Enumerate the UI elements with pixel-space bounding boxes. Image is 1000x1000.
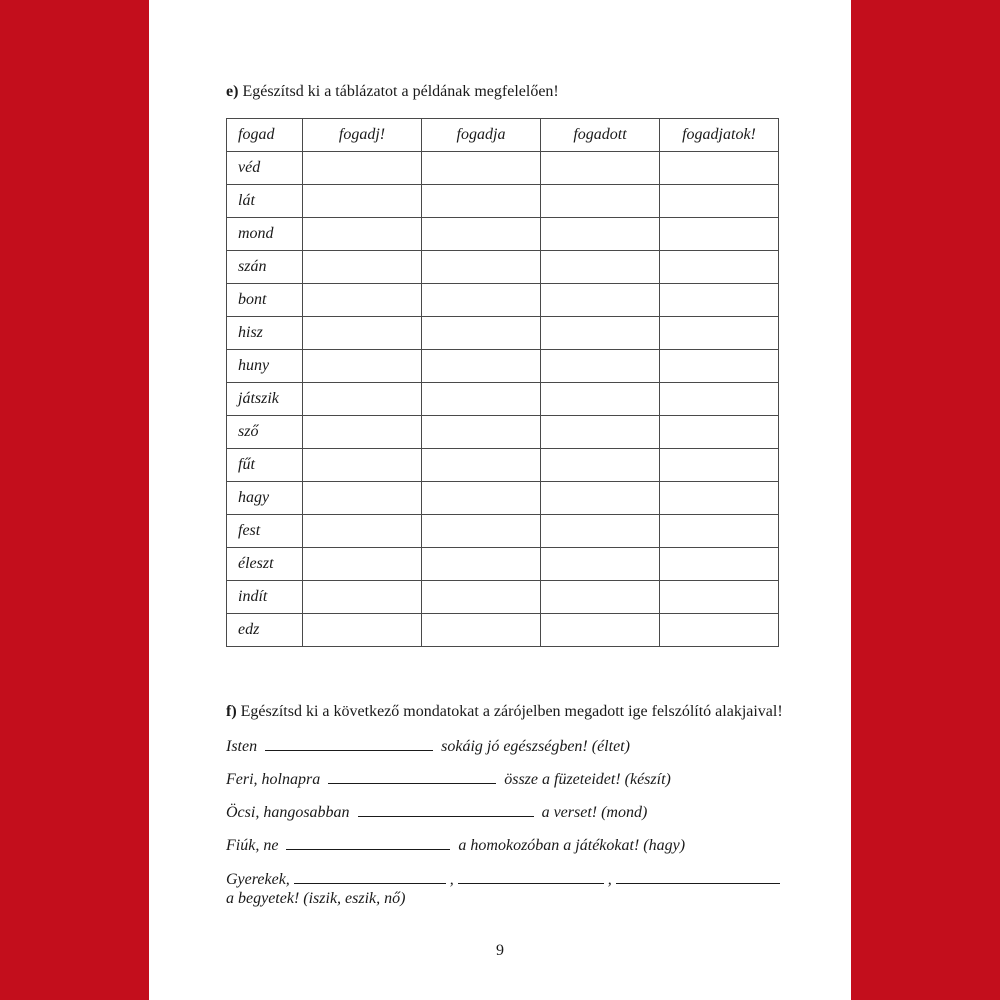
table-row bbox=[227, 614, 779, 647]
answer-cell[interactable] bbox=[660, 284, 779, 317]
table-row bbox=[227, 581, 779, 614]
table-row bbox=[227, 317, 779, 350]
verb-cell: hisz bbox=[227, 317, 303, 350]
answer-cell[interactable] bbox=[660, 515, 779, 548]
answer-cell[interactable] bbox=[422, 152, 541, 185]
task-e-instruction: Egészítsd ki a táblázatot a példának megfelelően! bbox=[242, 83, 559, 100]
header-cell-base: fogad bbox=[227, 119, 303, 152]
answer-cell[interactable] bbox=[660, 449, 779, 482]
verb-cell: éleszt bbox=[227, 548, 303, 581]
answer-cell[interactable] bbox=[541, 152, 660, 185]
answer-cell[interactable] bbox=[541, 416, 660, 449]
header-cell-definite: fogadja bbox=[422, 119, 541, 152]
answer-cell[interactable] bbox=[303, 317, 422, 350]
sentence-3 bbox=[226, 802, 647, 823]
answer-blank-5c[interactable] bbox=[616, 869, 780, 884]
answer-cell[interactable] bbox=[422, 218, 541, 251]
answer-cell[interactable] bbox=[660, 548, 779, 581]
verb-cell: bont bbox=[227, 284, 303, 317]
sentence-5-start: Gyerekek, bbox=[226, 871, 290, 888]
answer-cell[interactable] bbox=[660, 482, 779, 515]
answer-cell[interactable] bbox=[422, 515, 541, 548]
answer-cell[interactable] bbox=[422, 350, 541, 383]
sentence-5-comma-1: , bbox=[449, 871, 454, 888]
answer-cell[interactable] bbox=[422, 185, 541, 218]
answer-cell[interactable] bbox=[660, 416, 779, 449]
verb-cell: hagy bbox=[227, 482, 303, 515]
answer-cell[interactable] bbox=[541, 185, 660, 218]
answer-cell[interactable] bbox=[422, 548, 541, 581]
answer-cell[interactable] bbox=[422, 482, 541, 515]
sentence-2-start: Feri, holnapra bbox=[226, 771, 321, 788]
task-e-marker: e) bbox=[226, 83, 239, 100]
verb-cell: indít bbox=[227, 581, 303, 614]
verb-cell: véd bbox=[227, 152, 303, 185]
verb-cell: sző bbox=[227, 416, 303, 449]
verb-cell: edz bbox=[227, 614, 303, 647]
answer-cell[interactable] bbox=[303, 218, 422, 251]
sentence-1-start: Isten bbox=[226, 738, 258, 755]
answer-cell[interactable] bbox=[541, 251, 660, 284]
answer-cell[interactable] bbox=[541, 284, 660, 317]
answer-cell[interactable] bbox=[303, 449, 422, 482]
answer-cell[interactable] bbox=[303, 152, 422, 185]
answer-cell[interactable] bbox=[422, 581, 541, 614]
answer-cell[interactable] bbox=[541, 317, 660, 350]
header-cell-imperative: fogadj! bbox=[303, 119, 422, 152]
answer-cell[interactable] bbox=[660, 317, 779, 350]
table-header-row bbox=[227, 119, 779, 152]
answer-cell[interactable] bbox=[660, 383, 779, 416]
answer-cell[interactable] bbox=[303, 614, 422, 647]
verb-cell: lát bbox=[227, 185, 303, 218]
verb-cell: mond bbox=[227, 218, 303, 251]
answer-cell[interactable] bbox=[541, 581, 660, 614]
answer-cell[interactable] bbox=[303, 548, 422, 581]
answer-cell[interactable] bbox=[303, 416, 422, 449]
workbook-page bbox=[149, 0, 851, 1000]
sentence-2 bbox=[226, 769, 671, 790]
answer-blank-5a[interactable] bbox=[294, 869, 446, 884]
answer-cell[interactable] bbox=[422, 383, 541, 416]
answer-cell[interactable] bbox=[303, 350, 422, 383]
answer-cell[interactable] bbox=[303, 284, 422, 317]
answer-cell[interactable] bbox=[541, 350, 660, 383]
verb-cell: játszik bbox=[227, 383, 303, 416]
answer-cell[interactable] bbox=[541, 449, 660, 482]
answer-blank-3[interactable] bbox=[358, 802, 534, 817]
verb-cell: szán bbox=[227, 251, 303, 284]
answer-cell[interactable] bbox=[303, 251, 422, 284]
sentence-4-start: Fiúk, ne bbox=[226, 837, 279, 854]
answer-blank-5b[interactable] bbox=[458, 869, 604, 884]
table-row bbox=[227, 251, 779, 284]
answer-cell[interactable] bbox=[660, 350, 779, 383]
sentence-2-end: össze a füzeteidet! (készít) bbox=[504, 771, 671, 788]
table-row bbox=[227, 383, 779, 416]
task-f-heading bbox=[226, 702, 783, 722]
answer-cell[interactable] bbox=[422, 614, 541, 647]
answer-blank-4[interactable] bbox=[286, 835, 450, 850]
verb-cell: fűt bbox=[227, 449, 303, 482]
sentence-3-end: a verset! (mond) bbox=[541, 804, 648, 821]
answer-cell[interactable] bbox=[303, 482, 422, 515]
answer-cell[interactable] bbox=[422, 449, 541, 482]
answer-cell[interactable] bbox=[541, 515, 660, 548]
sentence-4-end: a homokozóban a játékokat! (hagy) bbox=[458, 837, 686, 854]
table-row bbox=[227, 449, 779, 482]
sentence-5-continuation bbox=[226, 889, 405, 909]
answer-blank-1[interactable] bbox=[265, 736, 433, 751]
answer-cell[interactable] bbox=[660, 152, 779, 185]
answer-cell[interactable] bbox=[660, 251, 779, 284]
answer-cell[interactable] bbox=[422, 317, 541, 350]
verb-cell: huny bbox=[227, 350, 303, 383]
table-row bbox=[227, 350, 779, 383]
table-row bbox=[227, 185, 779, 218]
page-number: 9 bbox=[496, 942, 504, 959]
answer-cell[interactable] bbox=[660, 614, 779, 647]
task-f-instruction: Egészítsd ki a következő mondatokat a zárójelben megadott ige felszólító alakjaival! bbox=[240, 703, 783, 720]
answer-cell[interactable] bbox=[660, 185, 779, 218]
answer-cell[interactable] bbox=[303, 581, 422, 614]
sentence-5-comma-2: , bbox=[607, 871, 612, 888]
answer-cell[interactable] bbox=[422, 284, 541, 317]
answer-cell[interactable] bbox=[660, 581, 779, 614]
verb-conjugation-table bbox=[226, 118, 779, 647]
sentence-5 bbox=[226, 869, 784, 890]
table-row bbox=[227, 284, 779, 317]
answer-cell[interactable] bbox=[541, 614, 660, 647]
sentence-1-end: sokáig jó egészségben! (éltet) bbox=[441, 738, 630, 755]
answer-cell[interactable] bbox=[303, 383, 422, 416]
table-row bbox=[227, 548, 779, 581]
answer-blank-2[interactable] bbox=[328, 769, 496, 784]
table-row bbox=[227, 218, 779, 251]
sentence-1 bbox=[226, 736, 630, 757]
task-f-marker: f) bbox=[226, 703, 237, 720]
table-row bbox=[227, 152, 779, 185]
answer-cell[interactable] bbox=[541, 548, 660, 581]
table-row bbox=[227, 482, 779, 515]
answer-cell[interactable] bbox=[303, 515, 422, 548]
table-row bbox=[227, 515, 779, 548]
task-e-heading bbox=[226, 82, 559, 102]
answer-cell[interactable] bbox=[303, 185, 422, 218]
verb-cell: fest bbox=[227, 515, 303, 548]
sentence-5-end: a begyetek! (iszik, eszik, nő) bbox=[226, 890, 406, 907]
answer-cell[interactable] bbox=[541, 383, 660, 416]
sentence-4 bbox=[226, 835, 685, 856]
answer-cell[interactable] bbox=[541, 218, 660, 251]
answer-cell[interactable] bbox=[660, 218, 779, 251]
header-cell-plural-imperative: fogadjatok! bbox=[660, 119, 779, 152]
table-row bbox=[227, 416, 779, 449]
answer-cell[interactable] bbox=[422, 251, 541, 284]
answer-cell[interactable] bbox=[541, 482, 660, 515]
header-cell-past: fogadott bbox=[541, 119, 660, 152]
answer-cell[interactable] bbox=[422, 416, 541, 449]
sentence-3-start: Öcsi, hangosabban bbox=[226, 804, 350, 821]
